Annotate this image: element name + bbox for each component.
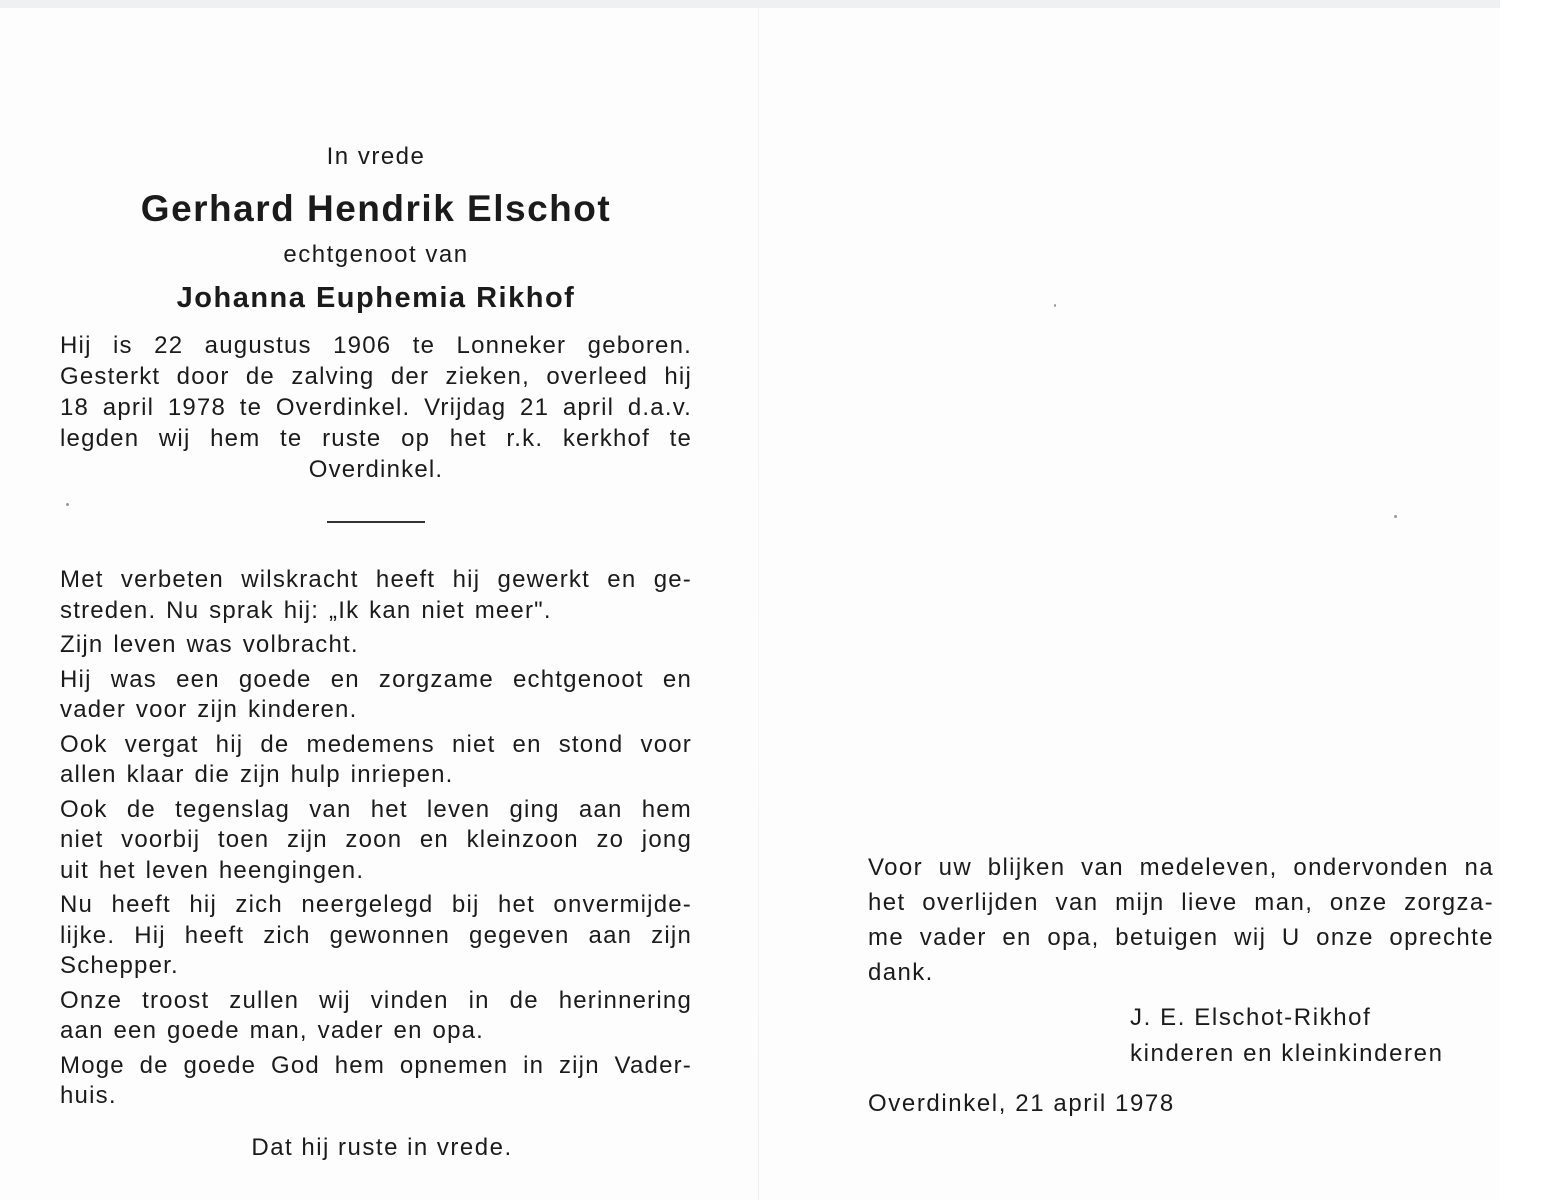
verse-line: allen klaar die zijn hulp inriepen. <box>60 761 454 788</box>
verse-line: Schepper. <box>60 952 179 979</box>
thanks-line: het overlijden van mijn lieve man, onze zorgza- <box>868 889 1494 916</box>
verse-line: huis. <box>60 1082 117 1109</box>
verse-line: streden. Nu sprak hij: „Ik kan niet meer". <box>60 596 552 624</box>
fold-line <box>758 8 759 1200</box>
verse-paragraph <box>60 665 692 726</box>
verse-line: Ook de tegenslag van het leven ging aan hem <box>60 795 692 823</box>
verse-line: Ook vergat hij de medemens niet en stond voor <box>60 730 692 758</box>
spouse-name: Johanna Euphemia Rikhof <box>176 282 576 314</box>
verse-line: Hij was een goede en zorgzame echtgenoot en <box>60 665 692 693</box>
place-date: Overdinkel, 21 april 1978 <box>868 1090 1175 1117</box>
thanks-line: me vader en opa, betuigen wij U onze oprechte <box>868 924 1494 951</box>
verse-line: Zijn leven was volbracht. <box>60 631 359 658</box>
heading-in-vrede: In vrede <box>326 143 426 170</box>
bio-line: legden wij hem te ruste op het r.k. kerkhof te <box>60 425 692 452</box>
thanks-line: Voor uw blijken van medeleven, ondervonden na <box>868 854 1494 881</box>
verse-line: Moge de goede God hem opnemen in zijn Vader- <box>60 1051 692 1079</box>
signature-name: J. E. Elschot-Rikhof <box>1130 1004 1372 1031</box>
paper-speck <box>1054 304 1056 307</box>
bio-line: Hij is 22 augustus 1906 te Lonneker geboren. <box>60 332 692 359</box>
verse-line: Met verbeten wilskracht heeft hij gewerkt en ge- <box>60 566 692 593</box>
verse-paragraph <box>60 795 692 887</box>
verse-paragraph <box>60 565 692 626</box>
verse-line: aan een goede man, vader en opa. <box>60 1017 485 1044</box>
paper-speck <box>1394 515 1397 518</box>
divider-rule <box>327 521 425 523</box>
verse-line: vader voor zijn kinderen. <box>60 696 358 723</box>
deceased-name: Gerhard Hendrik Elschot <box>140 188 612 229</box>
verse-line: lijke. Hij heeft zich gewonnen gegeven aan zijn <box>60 921 692 949</box>
thanks-text <box>868 850 1494 990</box>
bio-line: Overdinkel. <box>308 456 444 483</box>
verse-text <box>60 565 692 1112</box>
verse-paragraph <box>60 730 692 791</box>
left-panel <box>60 140 692 1162</box>
bio-line: 18 april 1978 te Overdinkel. Vrijdag 21 april d.a.v. <box>60 394 692 421</box>
relation-text: echtgenoot van <box>283 241 469 268</box>
background-margin <box>1500 0 1560 1200</box>
verse-line: Nu heeft hij zich neergelegd bij het onvermijde- <box>60 891 692 918</box>
verse-line: Onze troost zullen wij vinden in de herinnering <box>60 986 692 1014</box>
signature-block <box>1130 1000 1494 1072</box>
right-panel <box>868 850 1494 1118</box>
thanks-line: dank. <box>868 959 934 986</box>
biography <box>60 330 692 485</box>
verse-line: uit het leven heengingen. <box>60 856 365 884</box>
signature-family: kinderen en kleinkinderen <box>1130 1040 1444 1067</box>
verse-paragraph <box>60 630 692 661</box>
closing-line: Dat hij ruste in vrede. <box>251 1133 513 1161</box>
verse-paragraph <box>60 986 692 1047</box>
verse-line: niet voorbij toen zijn zoon en kleinzoon zo jong <box>60 826 692 853</box>
bio-line: Gesterkt door de zalving der zieken, overleed hij <box>60 363 692 390</box>
verse-paragraph <box>60 890 692 982</box>
verse-paragraph <box>60 1051 692 1112</box>
